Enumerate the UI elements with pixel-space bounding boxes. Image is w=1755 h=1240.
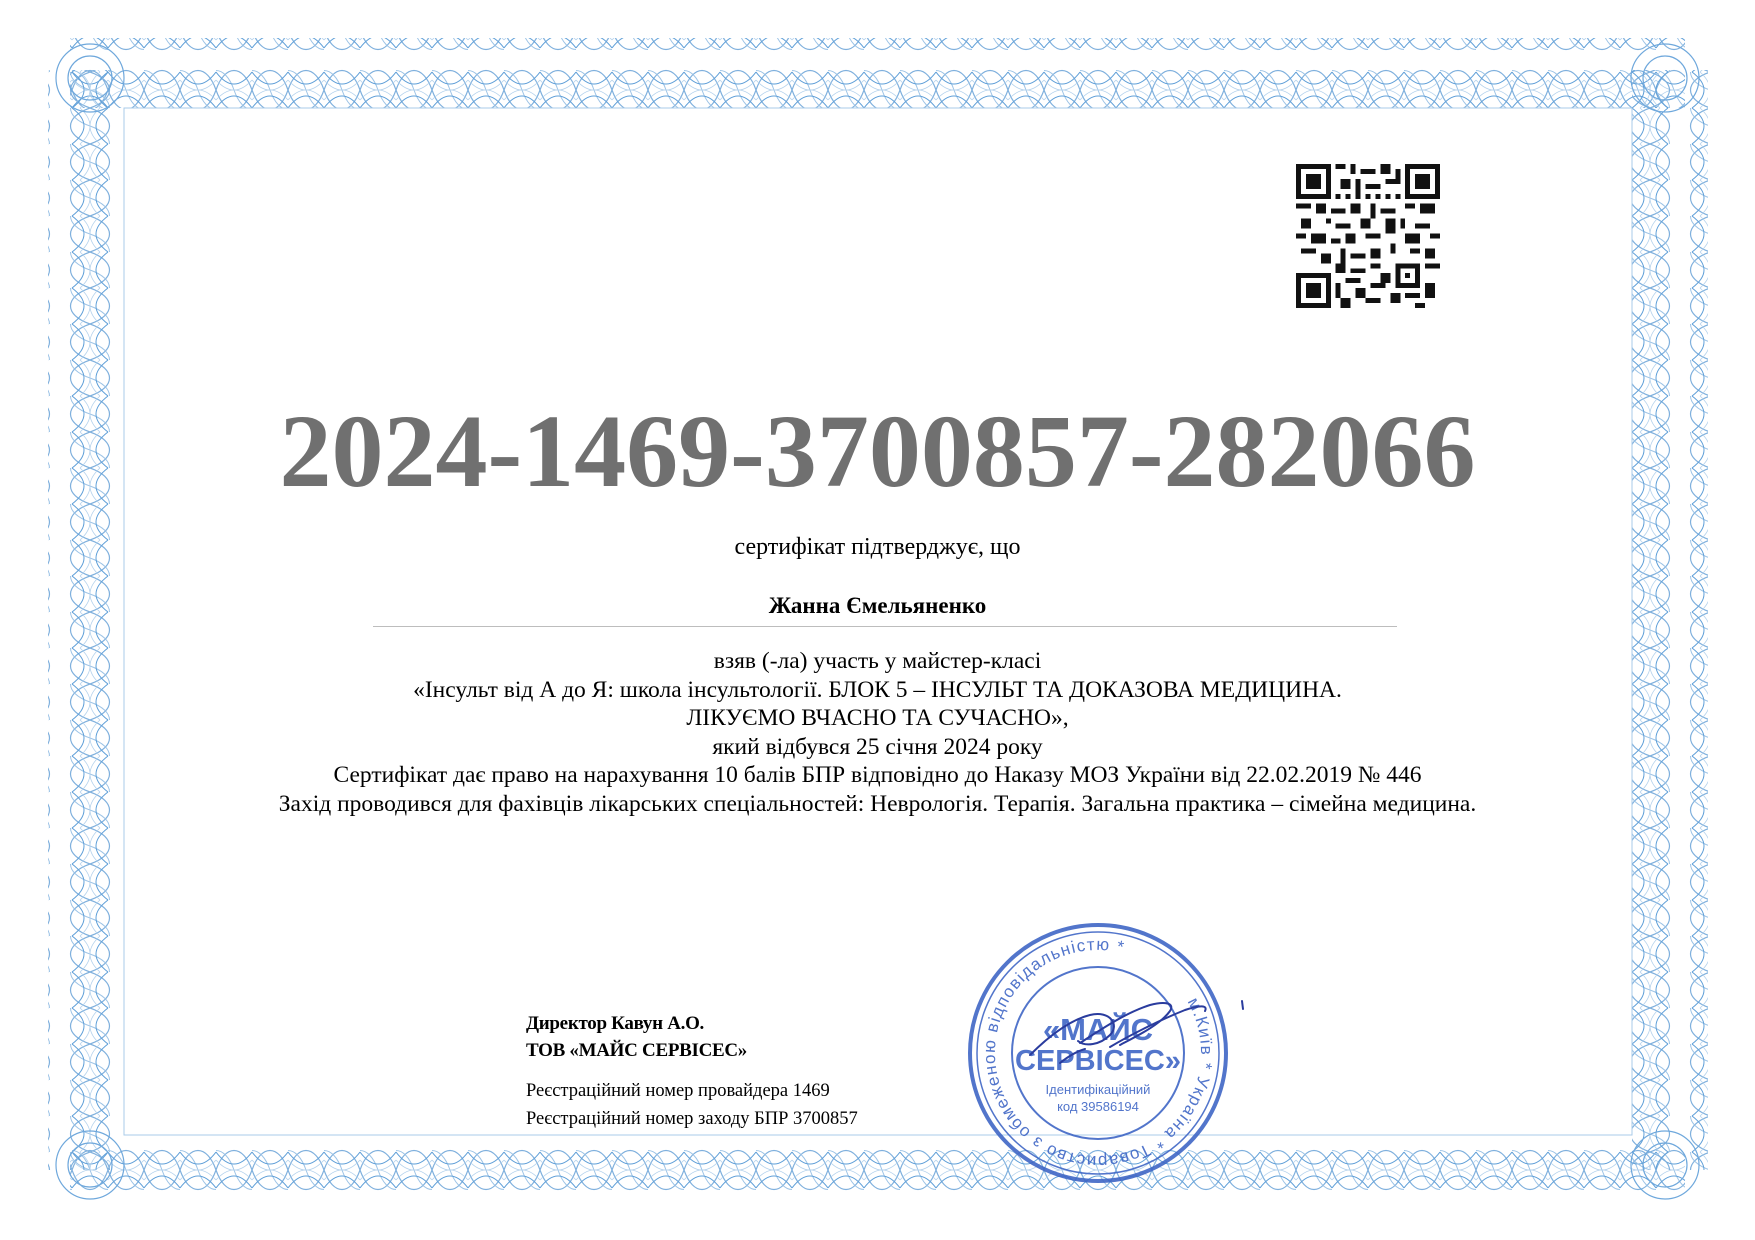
director-name: Директор Кавун А.О. <box>526 1013 705 1034</box>
name-underline <box>373 626 1397 627</box>
participation-line: взяв (-ла) участь у майстер-класі <box>713 648 1042 674</box>
seal-name-line-2: СЕРВІСЕС» <box>1015 1045 1181 1077</box>
seal-ring-text: м.Київ * Україна * Товариство з обмеженою відповідальністю * <box>979 934 1217 1172</box>
qr-code-icon <box>1296 164 1440 308</box>
certificate-confirms-text: сертифікат підтверджує, що <box>734 534 1021 560</box>
certificate-body <box>140 647 1615 819</box>
event-title-line-1: «Інсульт від А до Я: школа інсультології. БЛОК 5 – ІНСУЛЬТ ТА ДОКАЗОВА МЕДИЦИНА. <box>413 676 1342 703</box>
seal-id-label: Ідентифікаційний <box>1045 1082 1151 1097</box>
handwritten-signature <box>960 975 1260 1085</box>
signatory-block <box>526 1010 747 1064</box>
registration-block <box>526 1077 858 1133</box>
seal-name-line-1: «МАЙС <box>1042 1012 1154 1047</box>
specialties-line: Захід проводився для фахівців лікарських спеціальностей: Неврологія. Терапія. Загальна практика – сімейна медицина. <box>278 790 1477 817</box>
recipient-name: Жанна Ємельяненко <box>768 593 987 618</box>
company-name: ТОВ «МАЙС СЕРВІСЕС» <box>526 1040 748 1061</box>
certificate-number: 2024-1469-3700857-282066 <box>279 394 1476 509</box>
event-title-line-2: ЛІКУЄМО ВЧАСНО ТА СУЧАСНО», <box>686 705 1069 732</box>
event-date-line: який відбувся 25 січня 2024 року <box>712 733 1043 760</box>
provider-registration: Реєстраційний номер провайдера 1469 <box>526 1081 830 1101</box>
event-registration: Реєстраційний номер заходу БПР 3700857 <box>526 1109 858 1129</box>
seal-id-code: код 39586194 <box>1057 1099 1139 1114</box>
cpd-points-line: Сертифікат дає право на нарахування 10 балів БПР відповідно до Наказу МОЗ України від 22.02.2019 № 446 <box>333 762 1422 789</box>
